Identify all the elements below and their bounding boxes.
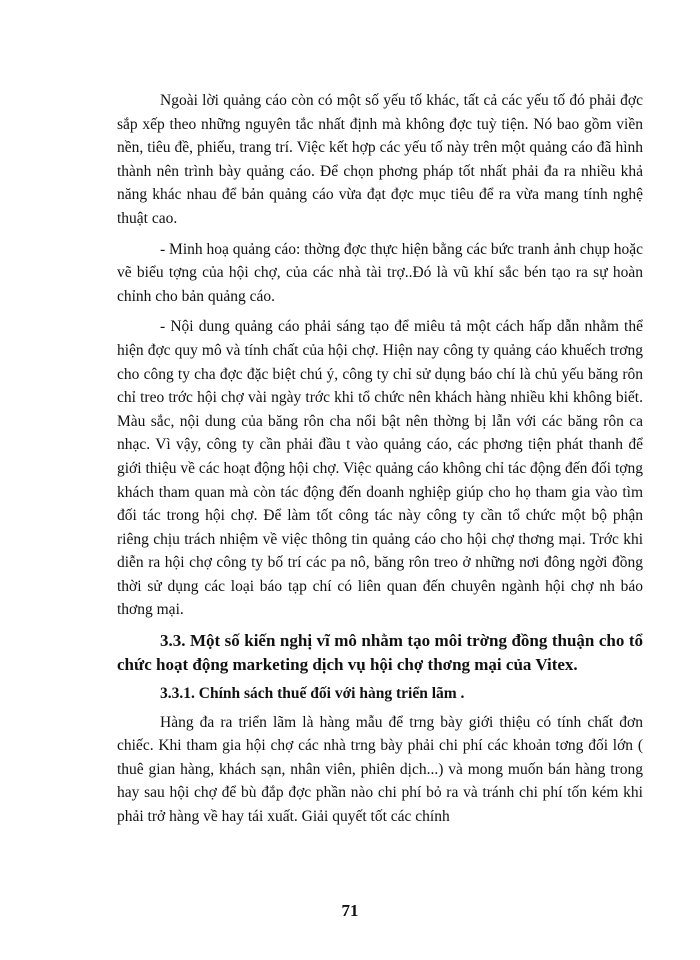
paragraph-exhibition-goods: Hàng đa ra triển lãm là hàng mẫu để trng bày giới thiệu có tính chất đơn chiếc. Khi tham gia hội chợ các nhà trng bày phải chi phí các khoản tơng đối lớn ( thuê gian hàng, khách sạn, nhân viên, phiên dịch...) và mong muốn bán hàng trong hay sau hội chợ để bù đắp đợc phần nào chi phí bỏ ra và tránh chi phí tốn kém khi phải trở hàng về hay tái xuất. Giải quyết tốt các chính (117, 713, 643, 826)
paragraph-ad-illustration: - Minh hoạ quảng cáo: thờng đợc thực hiện bằng các bức tranh ảnh chụp hoặc vẽ biểu tợng của hội chợ, của các nhà tài trợ..Đó là vũ khí sắc bén tạo ra sự hoàn chỉnh cho bản quảng cáo. (117, 240, 643, 305)
paragraph-ad-layout: Ngoài lời quảng cáo còn có một số yếu tố khác, tất cả các yếu tố đó phải đợc sắp xếp theo những nguyên tắc nhất định mà không đợc tuỳ tiện. Nó bao gồm viền nền, tiêu đề, phiếu, trang trí. Việc kết hợp các yếu tố này trên một quảng cáo đã hình thành nên trình bày quảng cáo. Để chọn phơng pháp tốt nhất phải đa ra nhiều khả năng khác nhau để bản quảng cáo vừa đạt đợc mục tiêu để ra vừa mang tính nghệ thuật cao. (117, 92, 643, 227)
paragraph-ad-content: - Nội dung quảng cáo phải sáng tạo để miêu tả một cách hấp dẫn nhằm thể hiện đợc quy mô và tính chất của hội chợ. Hiện nay công ty quảng cáo khuếch trơng cho công ty cha đợc đặc biệt chú ý, công ty chỉ sử dụng báo chí là chủ yếu băng rôn chỉ treo trớc hội chợ vài ngày trớc khi tổ chức nên khách hàng nhiều khi không biết. Màu sắc, nội dung của băng rôn cha nổi bật nên thờng bị lẫn với các băng rôn ca nhạc. Vì vậy, công ty cần phải đầu t vào quảng cáo, các phơng tiện phát thanh để giới thiệu về các hoạt động hội chợ. Việc quảng cáo không chỉ tác động đến đối tợng khách tham quan mà còn tác động đến doanh nghiệp giúp cho họ tham gia vào tìm đối tác trong hội chợ. Để làm tốt công tác này công ty cần tổ chức một bộ phận riêng chịu trách nhiệm về việc thông tin quảng cáo cho hội chợ thơng mại. Trớc khi diễn ra hội chợ công ty bố trí các pa nô, băng rôn treo ở những nơi đông ngời đồng thời sử dụng các loại báo tạp chí có liên quan đến chuyên ngành hội chợ nh báo thơng mại. (117, 318, 643, 619)
section-heading: 3.3. Một số kiến nghị vĩ mô nhằm tạo môi trờng đồng thuận cho tổ chức hoạt động marketing dịch vụ hội chợ thơng mại của Vitex. (117, 631, 643, 674)
subsection-heading: 3.3.1. Chính sách thuế đối với hàng triển lãm . (160, 685, 465, 703)
document-body (117, 89, 643, 836)
page-number: 71 (341, 901, 359, 920)
